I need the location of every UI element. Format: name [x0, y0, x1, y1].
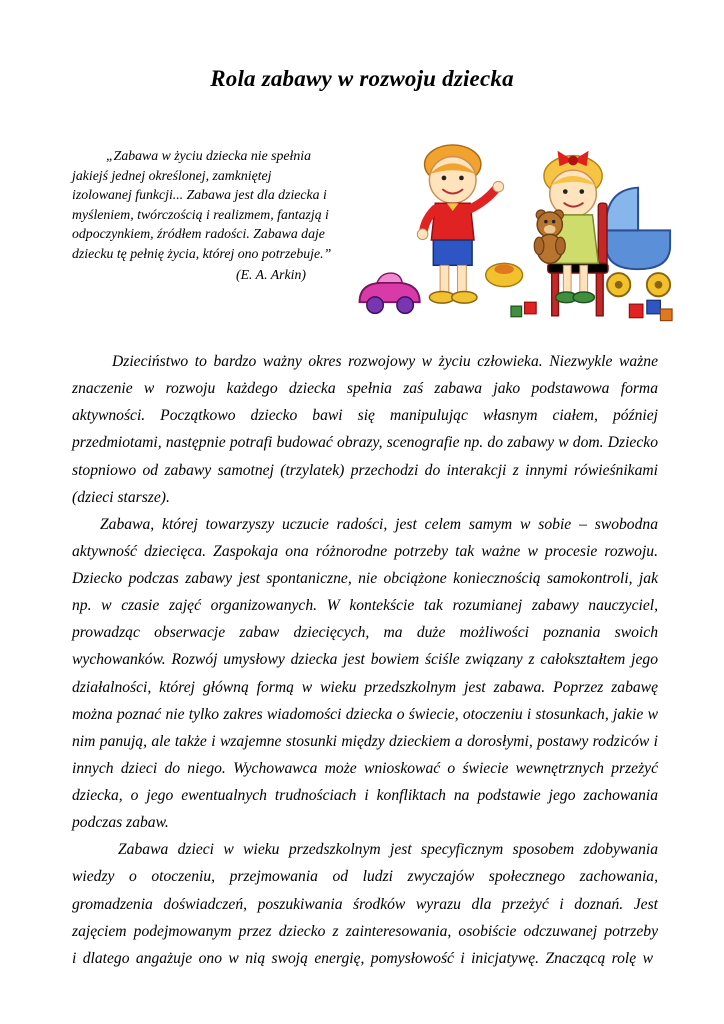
paragraph: Zabawa, której towarzyszy uczucie radości, jest celem samym w sobie – swobodna aktywność dziecięca. Zaspokaja ona różnorodne potrzeby tak ważne w procesie rozwoju. Dziecko podczas zabawy jest spontaniczne, nie obciążone koniecznością samokontroli, jak np. w czasie zajęć organizowanych. W kontekście tak rozumianej zabawy nauczyciel, prowadząc obserwacje zabaw dziecięcych, ma duże możliwości poznania swoich wychowanków. Rozwój umysłowy dziecka jest bowiem ściśle związany z całokształtem jego działalności, której główną formą w wieku przedszkolnym jest zabawa. Poprzez zabawę można poznać nie tylko zakres wiadomości dziecka o świecie, otoczeniu i stosunkach, jakie w nim panują, ale także i wzajemne stosunki między dzieckiem a dorosłymi, postawy rodziców i innych dzieci do niego. Wychowawca może wnioskować o świecie wewnętrznych przeżyć dziecka, o jego ewentualnych trudnościach i konfliktach na podstawie jego zachowania podczas zabaw.: [72, 515, 658, 832]
teddy-bear-icon: [534, 210, 565, 263]
children-playing-illustration: [344, 120, 674, 332]
paragraph: Zabawa dzieci w wieku przedszkolnym jest specyficznym sposobem zdobywania wiedzy o otoczeniu, przejmowania od ludzi zwyczajów społecznego zachowania, gromadzenia doświadczeń, poszukiwania środków wyrazu dla przeżyć i doznań. Jest zajęciem podejmowanym przez dziecko z zainteresowania, osobiście odczuwanej potrzeby i dlatego angażuje ono w nią swoją energię, pomysłowość i inicjatywę. Znaczącą rolę w: [72, 841, 658, 967]
pram-icon: [606, 188, 670, 297]
page-title: Rola zabawy w rozwoju dziecka: [210, 66, 514, 91]
quote-block: [72, 120, 334, 285]
toy-car-icon: [360, 273, 420, 313]
building-blocks-icon: [511, 300, 672, 320]
paragraph: Dzieciństwo to bardzo ważny okres rozwojowy w życiu człowieka. Niezwykle ważne znaczenie w rozwoju każdego dziecka spełnia zaś zabawa jako podstawowa forma aktywności. Początkowo dziecko bawi się manipulując własnym ciałem, później przedmiotami, następnie potrafi budować obrazy, scenografie np. do zabawy w dom. Dziecko stopniowo od zabawy samotnej (trzylatek) przechodzi do interakcji z innymi rówieśnikami (dzieci starsze).: [72, 353, 658, 506]
illustration-container: [334, 120, 674, 332]
article-body: [72, 348, 658, 972]
spinning-top-icon: [486, 263, 523, 286]
quote-text: „Zabawa w życiu dziecka nie spełnia jakiejś jednej określonej, zamkniętej izolowanej funkcji... Zabawa jest dla dziecka i myśleniem, twórczością i realizmem, fantazją i odpoczynkiem, źródłem radości. Zabawa daje dziecku tę pełnię życia, której ono potrzebuje.”: [72, 148, 332, 261]
top-section: [72, 120, 666, 332]
quote-attribution: (E. A. Arkin): [236, 267, 306, 283]
